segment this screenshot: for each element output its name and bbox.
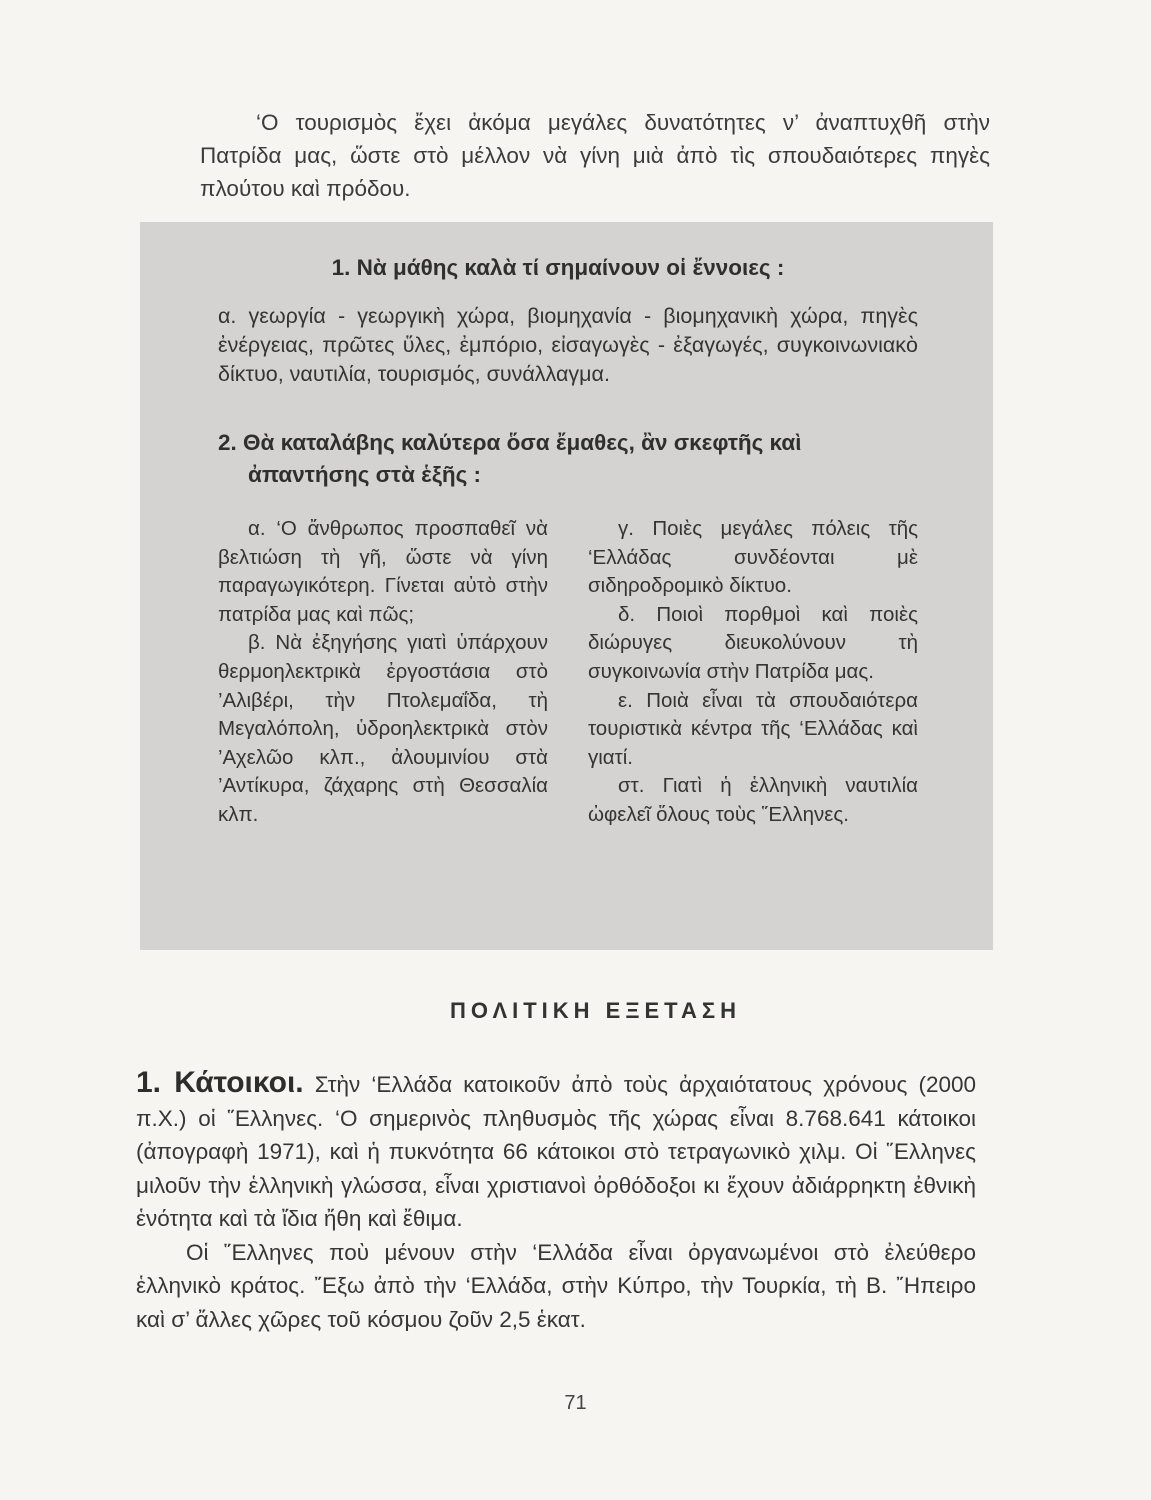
right-column xyxy=(588,515,918,830)
question-item-e: ε. Ποιὰ εἶναι τὰ σπουδαιότερα τουριστικὰ κέντρα τῆς ‘Ελλάδας καὶ γιατί. xyxy=(588,688,918,769)
left-column xyxy=(218,515,548,830)
question-2-columns xyxy=(218,515,918,830)
section-body xyxy=(136,1066,976,1336)
section-1-text: Στὴν ‘Ελλάδα κατοικοῦν ἀπὸ τοὺς ἀρχαιότατους χρόνους (2000 π.Χ.) οἱ ῞Ελληνες. ‘Ο σημερινὸς πληθυσμὸς τῆς χώρας εἶναι 8.768.641 κάτοικοι (ἀπογραφὴ 1971), καὶ ἡ πυκνότητα 66 κάτοικοι στὸ τετραγωνικὸ χιλμ. Οἱ ῞Ελληνες μιλοῦν τὴν ἑλληνικὴ γλώσσα, εἶναι χριστιανοὶ ὀρθόδοξοι κι ἔχουν ἀδιάρρηκτη ἐθνικὴ ἑνότητα καὶ τὰ ἴδια ἤθη καὶ ἔθιμα. xyxy=(136,1072,977,1231)
section-heading: ΠΟΛΙΤΙΚΗ ΕΞΕΤΑΣΗ xyxy=(450,998,741,1023)
page-number: 71 xyxy=(564,1392,587,1414)
intro-paragraph: ‘Ο τουρισμὸς ἔχει ἀκόμα μεγάλες δυνατότητες ν’ ἀναπτυχθῆ στὴν Πατρίδα μας, ὥστε στὸ μέλλον νὰ γίνη μιὰ ἀπὸ τὶς σπουδαιότερες πηγὲς πλούτου καὶ πρόδου. xyxy=(200,110,990,201)
question-item-a: α. ‘Ο ἄνθρωπος προσπαθεῖ νὰ βελτιώση τὴ γῆ, ὥστε νὰ γίνη παραγωγικότερη. Γίνεται αὐτὸ στὴν πατρίδα μας καὶ πῶς; xyxy=(218,517,548,626)
section-1-title: 1. Κάτοικοι. xyxy=(136,1066,304,1099)
question-item-c: γ. Ποιὲς μεγάλες πόλεις τῆς ‘Ελλάδας συνδέονται μὲ σιδηροδρομικὸ δίκτυο. xyxy=(588,517,918,598)
question-item-d: δ. Ποιοὶ πορθμοὶ καὶ ποιὲς διώρυγες διευκολύνουν τὴ συγκοινωνία στὴν Πατρίδα μας. xyxy=(588,602,918,683)
question-2-title: 2. Θὰ καταλάβης καλύτερα ὅσα ἔμαθες, ἂν σκεφτῆς καὶ ἀπαντήσης στὰ ἑξῆς : xyxy=(218,430,802,487)
exercise-box xyxy=(140,222,993,950)
section-1-paragraph xyxy=(136,1066,976,1236)
question-item-f: στ. Γιατὶ ἡ ἑλληνικὴ ναυτιλία ὠφελεῖ ὅλους τοὺς ῞Ελληνες. xyxy=(588,774,918,826)
exercise-box-content xyxy=(218,252,918,830)
question-1-text: α. γεωργία - γεωργικὴ χώρα, βιομηχανία - βιομηχανικὴ χώρα, πηγὲς ἐνέργειας, πρῶτες ὕλες, ἐμπόριο, εἰσαγωγὲς - ἐξαγωγές, συγκοινωνιακὸ δίκτυο, ναυτιλία, τουρισμός, συνάλλαγμα. xyxy=(218,304,918,386)
section-1-paragraph-2: Οἱ ῞Ελληνες ποὺ μένουν στὴν ‘Ελλάδα εἶναι ὀργανωμένοι στὸ ἐλεύθερο ἑλληνικὸ κράτος. ῎Εξω ἀπὸ τὴν ‘Ελλάδα, στὴν Κύπρο, τὴν Τουρκία, τὴ Β. ῎Ηπειρο καὶ σ’ ἄλλες χῶρες τοῦ κόσμου ζοῦν 2,5 ἑκατ. xyxy=(136,1239,976,1332)
question-item-b: β. Νὰ ἐξηγήσης γιατὶ ὑπάρχουν θερμοηλεκτρικὰ ἐργοστάσια στὸ ’Αλιβέρι, τὴν Πτολεμαΐδα, τὴ Μεγαλόπολη, ὑδροηλεκτρικὰ στὸν ’Αχελῶο κλπ., ἀλουμινίου στὰ ’Αντίκυρα, ζάχαρης στὴ Θεσσαλία κλπ. xyxy=(218,631,548,826)
question-1-title: 1. Νὰ μάθης καλὰ τί σημαίνουν οἱ ἔννοιες : xyxy=(331,255,785,280)
